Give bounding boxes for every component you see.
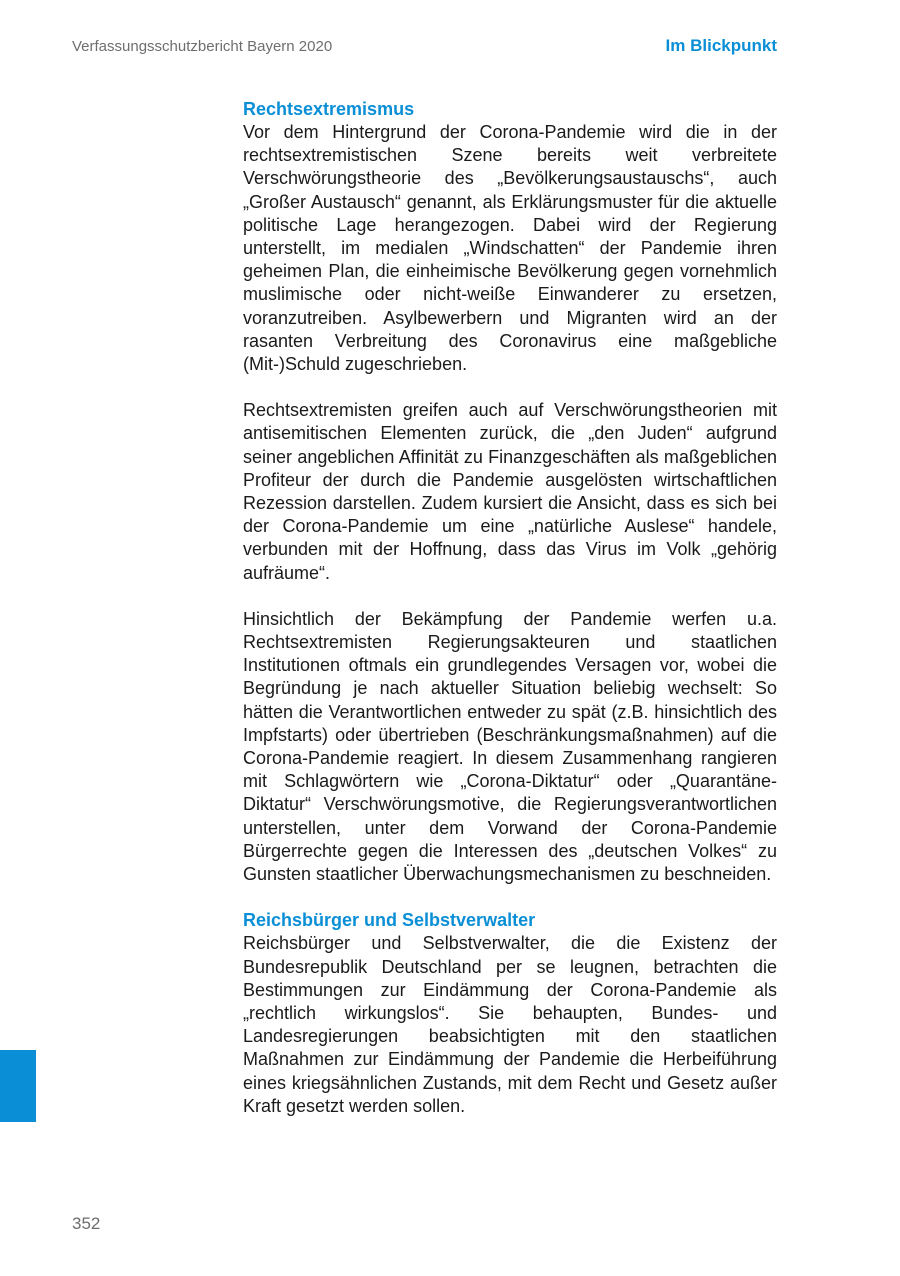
section-heading-reichsbuerger: Reichsbürger und Selbstverwalter: [243, 910, 536, 931]
main-content: [243, 98, 777, 1118]
running-header-section: Im Blickpunkt: [665, 36, 777, 55]
paragraph: Hinsichtlich der Bekämpfung der Pandemie werfen u.a. Rechtsextremisten Regierungsakteuren und staatlichen Institutionen oftmals ein grundlegendes Versagen vor, wobei die Begründung je nach aktueller Situation beliebig wechselt: So hätten die Verantwortlichen entweder zu spät (z.B. hinsichtlich des Impfstarts) oder übertrieben (Beschränkungsmaßnahmen) auf die Corona-Pandemie reagiert. In diesem Zusammenhang rangieren mit Schlagwörtern wie „Corona-Diktatur“ oder „Quarantäne-Diktatur“ Verschwörungsmotive, die Regierungsverantwortlichen unterstellen, unter dem Vorwand der Corona-Pandemie Bürgerrechte gegen die Interessen des „deutschen Volkes“ zu Gunsten staatlicher Überwachungsmechanismen zu beschneiden.: [243, 608, 777, 885]
page-number: 352: [72, 1214, 101, 1233]
chapter-marker-tab: [0, 1050, 36, 1122]
paragraph: Vor dem Hintergrund der Corona-Pandemie wird die in der rechtsextremistischen Szene bereits weit verbreitete Verschwörungstheorie des „Bevölkerungsaustauschs“, auch „Großer Austausch“ genannt, als Erklärungsmuster für die aktuelle politische Lage herangezogen. Dabei wird der Regierung unterstellt, im medialen „Windschatten“ der Pandemie ihren geheimen Plan, die einheimische Bevölkerung gegen vornehmlich muslimische oder nicht-weiße Einwanderer zu ersetzen, voranzutreiben. Asylbewerbern und Migranten wird an der rasanten Verbreitung des Coronavirus eine maßgebliche (Mit-)Schuld zugeschrieben.: [243, 122, 777, 375]
paragraph: Rechtsextremisten greifen auch auf Verschwörungstheorien mit antisemitischen Elementen zurück, die „den Juden“ aufgrund seiner angeblichen Affinität zu Finanzgeschäften als maßgeblichen Profiteur der durch die Pandemie ausgelösten wirtschaftlichen Rezession darstellen. Zudem kursiert die Ansicht, dass es sich bei der Corona-Pandemie um eine „natürliche Auslese“ handele, verbunden mit der Hoffnung, dass das Virus im Volk „gehörig aufräume“.: [243, 400, 777, 583]
running-header-title: Verfassungsschutzbericht Bayern 2020: [72, 38, 333, 55]
paragraph: Reichsbürger und Selbstverwalter, die die Existenz der Bundesrepublik Deutschland per se leugnen, betrachten die Bestimmungen zur Eindämmung der Corona-Pandemie als „rechtlich wirkungslos“. Sie behaupten, Bundes- und Landesregierungen beabsichtigten mit den staatlichen Maßnahmen zur Eindämmung der Pandemie die Herbeiführung eines kriegsähnlichen Zustands, mit dem Recht und Gesetz außer Kraft gesetzt werden sollen.: [243, 933, 777, 1116]
section-heading-rechtsextremismus: Rechtsextremismus: [243, 99, 415, 119]
